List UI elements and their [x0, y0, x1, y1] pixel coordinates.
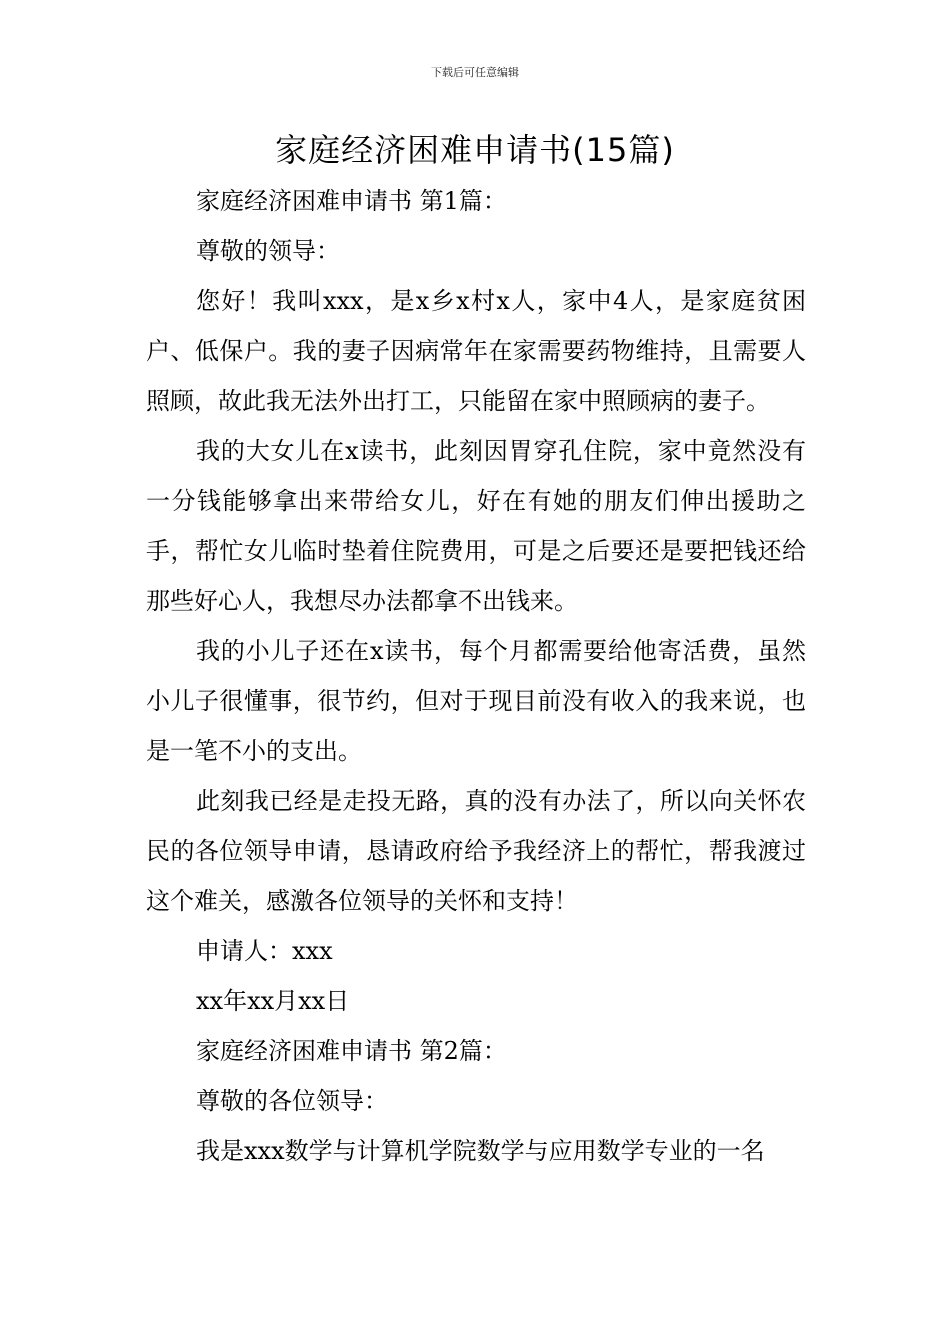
section2-paragraph-1: 我是xxx数学与计算机学院数学与应用数学专业的一名 [196, 1137, 765, 1165]
section1-paragraph-3: 我的小儿子还在x读书，每个月都需要给他寄活费，虽然小儿子很懂事，很节约，但对于现目前没有收入的我来说，也是一笔不小的支出。 [146, 637, 806, 765]
document-title: 家庭经济困难申请书(15篇) [275, 131, 675, 169]
section1-paragraph-1: 您好！我叫xxx，是x乡x村x人，家中4人，是家庭贫困户、低保户。我的妻子因病常年在家需要药物维持，且需要人照顾，故此我无法外出打工，只能留在家中照顾病的妻子。 [146, 287, 806, 415]
section2-heading: 家庭经济困难申请书 第2篇： [196, 1037, 507, 1065]
section1-paragraph-4: 此刻我已经是走投无路，真的没有办法了，所以向关怀农民的各位领导申请，恳请政府给予我经济上的帮忙，帮我渡过这个难关，感激各位领导的关怀和支持！ [146, 787, 806, 915]
section1-paragraph-2: 我的大女儿在x读书，此刻因胃穿孔住院，家中竟然没有一分钱能够拿出来带给女儿，好在有她的朋友们伸出援助之手，帮忙女儿临时垫着住院费用，可是之后要还是要把钱还给那些好心人，我想尽办法都拿不出钱来。 [146, 437, 806, 615]
section2-salutation: 尊敬的各位领导： [196, 1087, 388, 1115]
header-note: 下载后可任意编辑 [431, 66, 519, 79]
section1-date: xx年xx月xx日 [196, 987, 350, 1015]
document-body [146, 176, 806, 1176]
section1-heading: 家庭经济困难申请书 第1篇： [196, 187, 507, 215]
section1-salutation: 尊敬的领导： [196, 237, 340, 265]
section1-applicant: 申请人：xxx [196, 937, 333, 965]
